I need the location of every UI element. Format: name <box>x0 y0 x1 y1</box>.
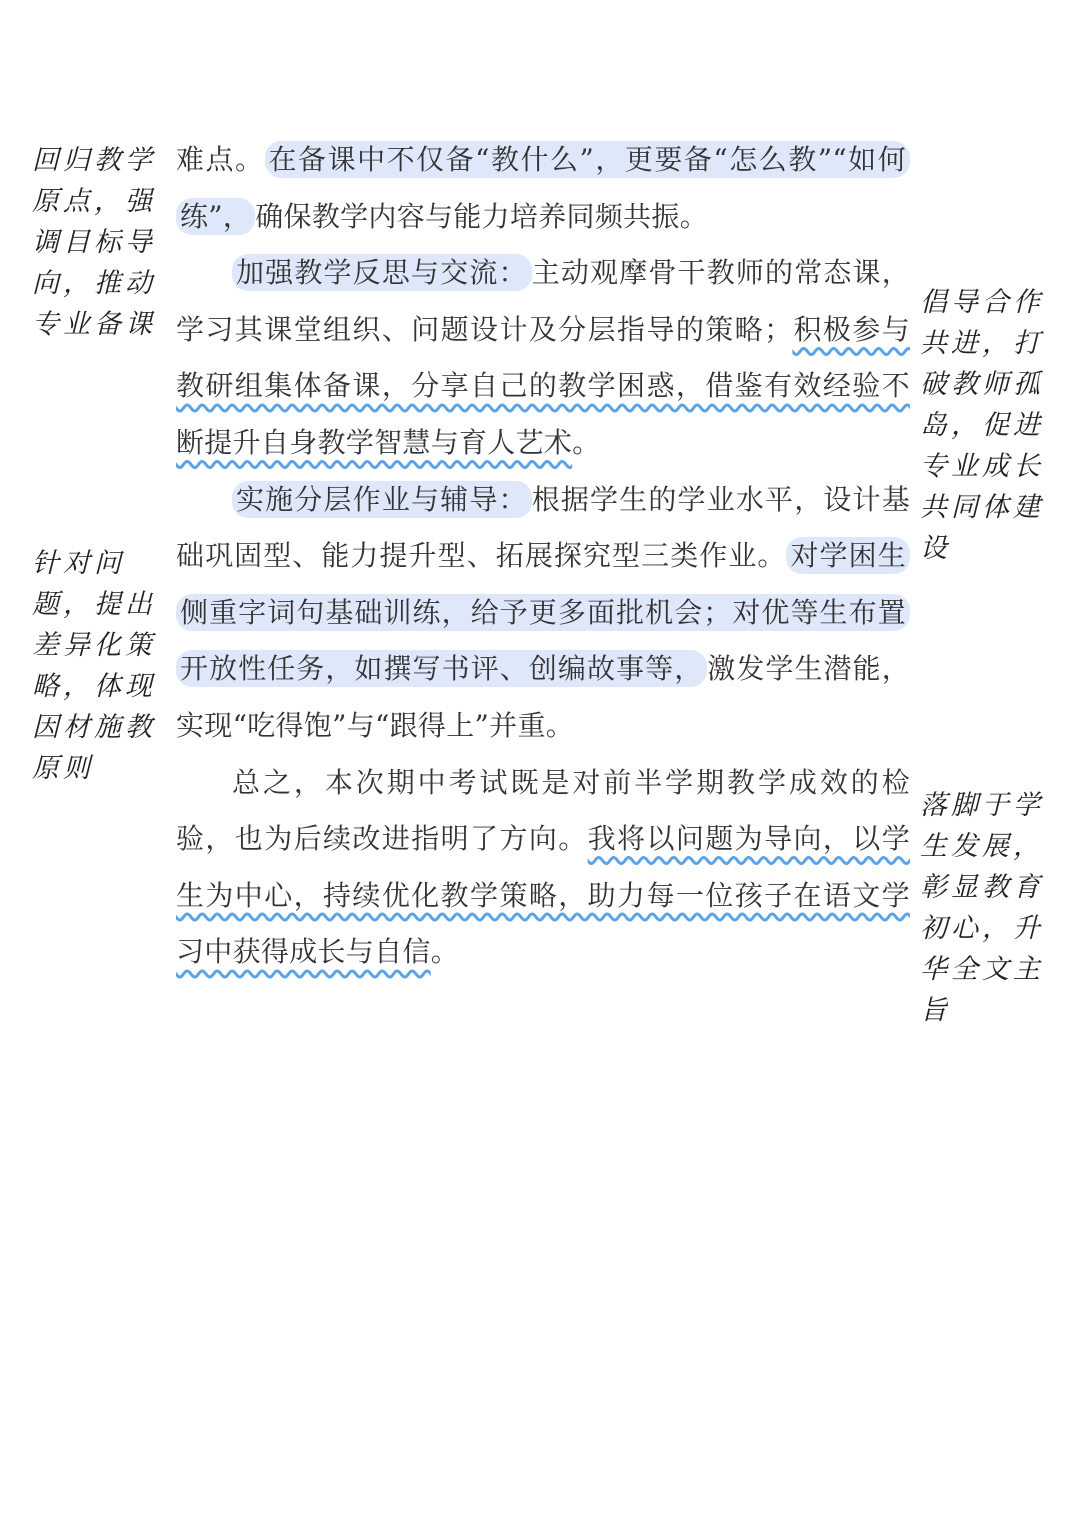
p3-highlight-1: 实施分层作业与辅导： <box>232 481 532 518</box>
p4-underline: 我将以问题为导向，以学生为中心，持续优化教学策略，助力每一位孩子在语文学习中获得成长与自信 <box>176 822 910 969</box>
margin-note-left-bottom: 针对问题，提出差异化策略，体现因材施教原则 <box>32 548 156 784</box>
p3-highlight-2: 对学困生侧重字词句基础训练，给予更多面批机会；对优等生布置开放性任务，如撰写书评、创编故事等， <box>176 537 910 687</box>
p2-end: 。 <box>572 425 601 459</box>
margin-note-right-top: 倡导合作共进，打破教师孤岛，促进专业成长共同体建设 <box>920 287 1044 564</box>
p1-plain-1: 难点。 <box>176 143 265 176</box>
paragraph-3 <box>176 472 910 755</box>
p1-highlight: 在备课中不仅备“教什么”，更要备“怎么教”“如何练”， <box>176 141 910 235</box>
p1-plain-2: 确保教学内容与能力培养同频共振。 <box>255 199 709 233</box>
p2-plain: 主动观摩骨干教师的常态课，学习其课堂组织、问题设计及分层指导的策略； <box>176 256 910 346</box>
margin-note-left-top: 回归教学原点，强调目标导向，推动专业备课 <box>32 145 156 340</box>
p3-plain-2: 激发学生潜能，实现“吃得饱”与“跟得上”并重。 <box>176 652 910 742</box>
paragraph-1 <box>176 132 910 245</box>
p4-end: 。 <box>430 935 460 969</box>
paragraph-2 <box>176 245 910 471</box>
p4-plain: 总之，本次期中考试既是对前半学期教学成效的检验，也为后续改进指明了方向。 <box>176 765 910 856</box>
p2-underline: 积极参与教研组集体备课，分享自己的教学困惑，借鉴有效经验不断提升自身教学智慧与育人艺术 <box>176 312 910 459</box>
paragraph-4 <box>176 755 910 981</box>
p3-plain-1: 根据学生的学业水平，设计基础巩固型、能力提升型、拓展探究型三类作业。 <box>176 482 910 573</box>
margin-note-right-bottom: 落脚于学生发展，彰显教育初心，升华全文主旨 <box>920 790 1044 1026</box>
p2-highlight: 加强教学反思与交流： <box>232 254 532 291</box>
body-text <box>176 132 910 981</box>
